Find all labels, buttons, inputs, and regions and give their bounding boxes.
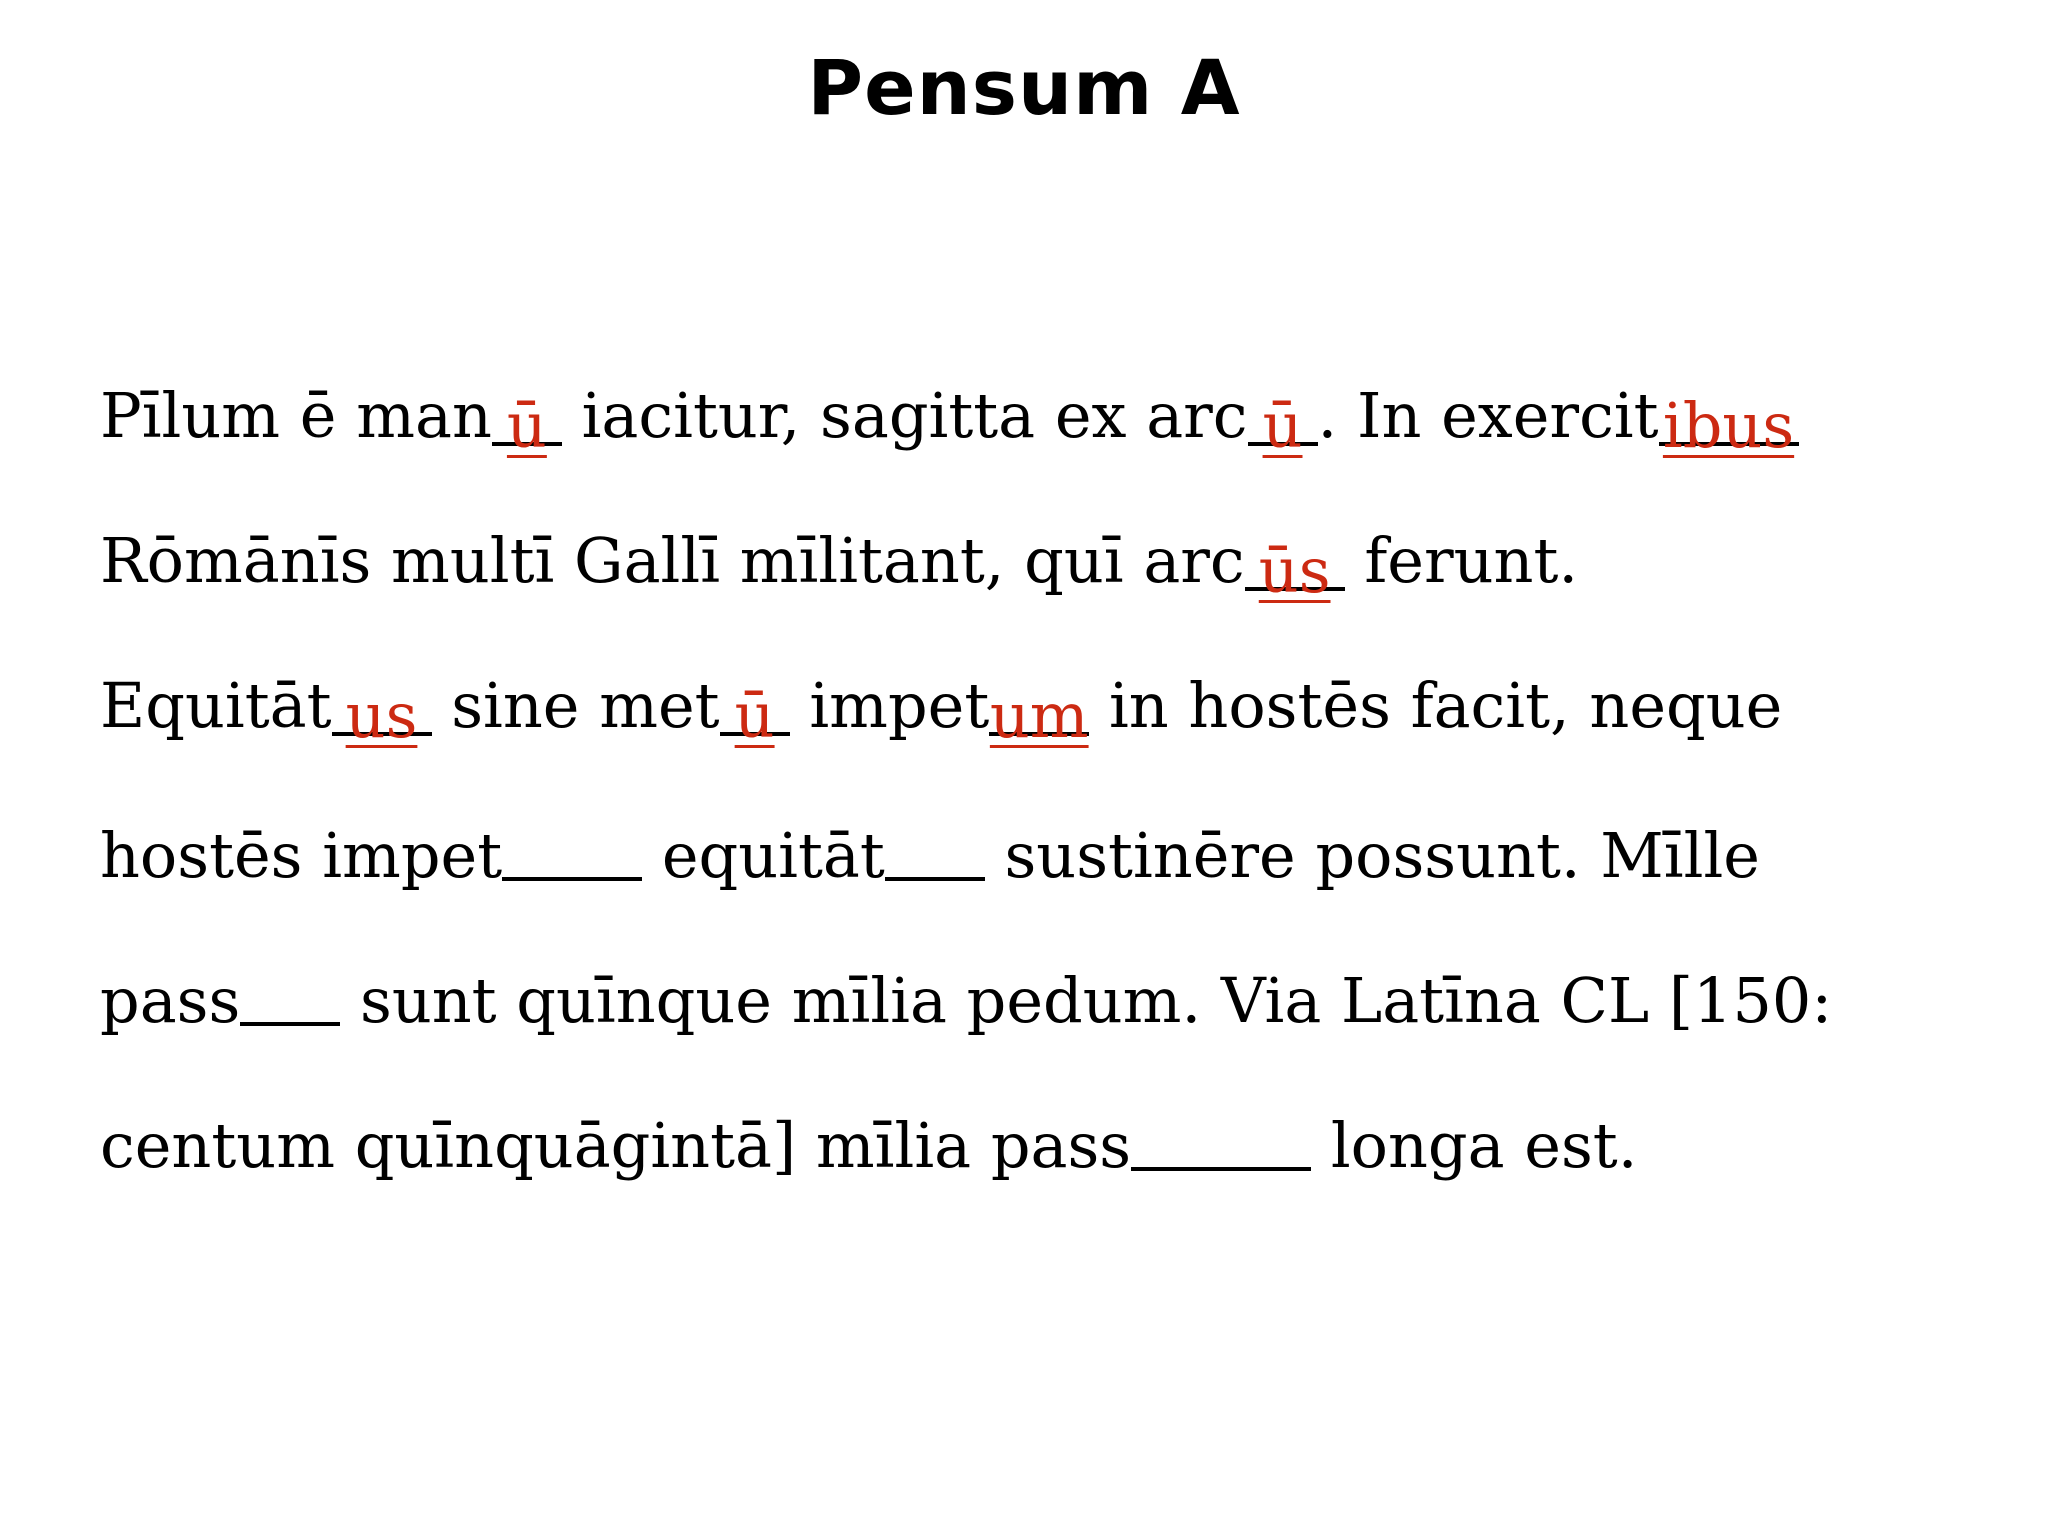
answer-blank[interactable]	[240, 952, 340, 1026]
answer-blank[interactable]	[502, 807, 642, 881]
answer-blank[interactable]	[885, 807, 985, 881]
answer-fill: ibus	[1662, 389, 1795, 462]
text-line-5	[100, 948, 2000, 1093]
answer-fill: ūs	[1258, 534, 1331, 607]
text-segment: centum quīnquāgintā] mīlia pass	[100, 1109, 1132, 1182]
page-title: Pensum A	[807, 43, 1241, 132]
answer-blank[interactable]	[720, 662, 790, 752]
text-line-6	[100, 1093, 2000, 1238]
text-segment: sine met	[431, 669, 720, 742]
text-segment: sustinēre possunt. Mīlle	[984, 819, 1760, 892]
answer-blank[interactable]	[1248, 372, 1318, 462]
text-segment: in hostēs facit, neque	[1089, 669, 1783, 742]
text-line-1	[100, 368, 2000, 513]
answer-blank[interactable]	[332, 662, 432, 752]
text-segment: . In exercit	[1317, 379, 1659, 452]
exercise-text	[100, 368, 2000, 1238]
answer-fill: ū	[1262, 389, 1303, 462]
answer-blank[interactable]	[989, 662, 1089, 752]
answer-fill: ū	[734, 679, 775, 752]
answer-fill: ū	[506, 389, 547, 462]
text-segment: impet	[789, 669, 990, 742]
answer-blank[interactable]	[1659, 372, 1799, 462]
text-segment: sunt quīnque mīlia pedum. Via Latīna CL [150:	[340, 964, 1833, 1037]
text-segment: equitāt	[642, 819, 885, 892]
text-segment: pass	[100, 964, 241, 1037]
text-segment: ferunt.	[1344, 524, 1579, 597]
text-segment: Equitāt	[100, 669, 332, 742]
text-segment: iacitur, sagitta ex arc	[561, 379, 1248, 452]
answer-fill: us	[345, 679, 418, 752]
answer-blank[interactable]	[1245, 517, 1345, 607]
answer-fill: um	[989, 679, 1089, 752]
text-segment: Rōmānīs multī Gallī mīlitant, quī arc	[100, 524, 1245, 597]
text-line-4	[100, 803, 2000, 948]
text-segment: Pīlum ē man	[100, 379, 492, 452]
text-segment: longa est.	[1311, 1109, 1638, 1182]
text-segment: hostēs impet	[100, 819, 503, 892]
answer-blank[interactable]	[1131, 1097, 1311, 1171]
answer-blank[interactable]	[492, 372, 562, 462]
text-line-3	[100, 658, 2000, 803]
text-line-2	[100, 513, 2000, 658]
